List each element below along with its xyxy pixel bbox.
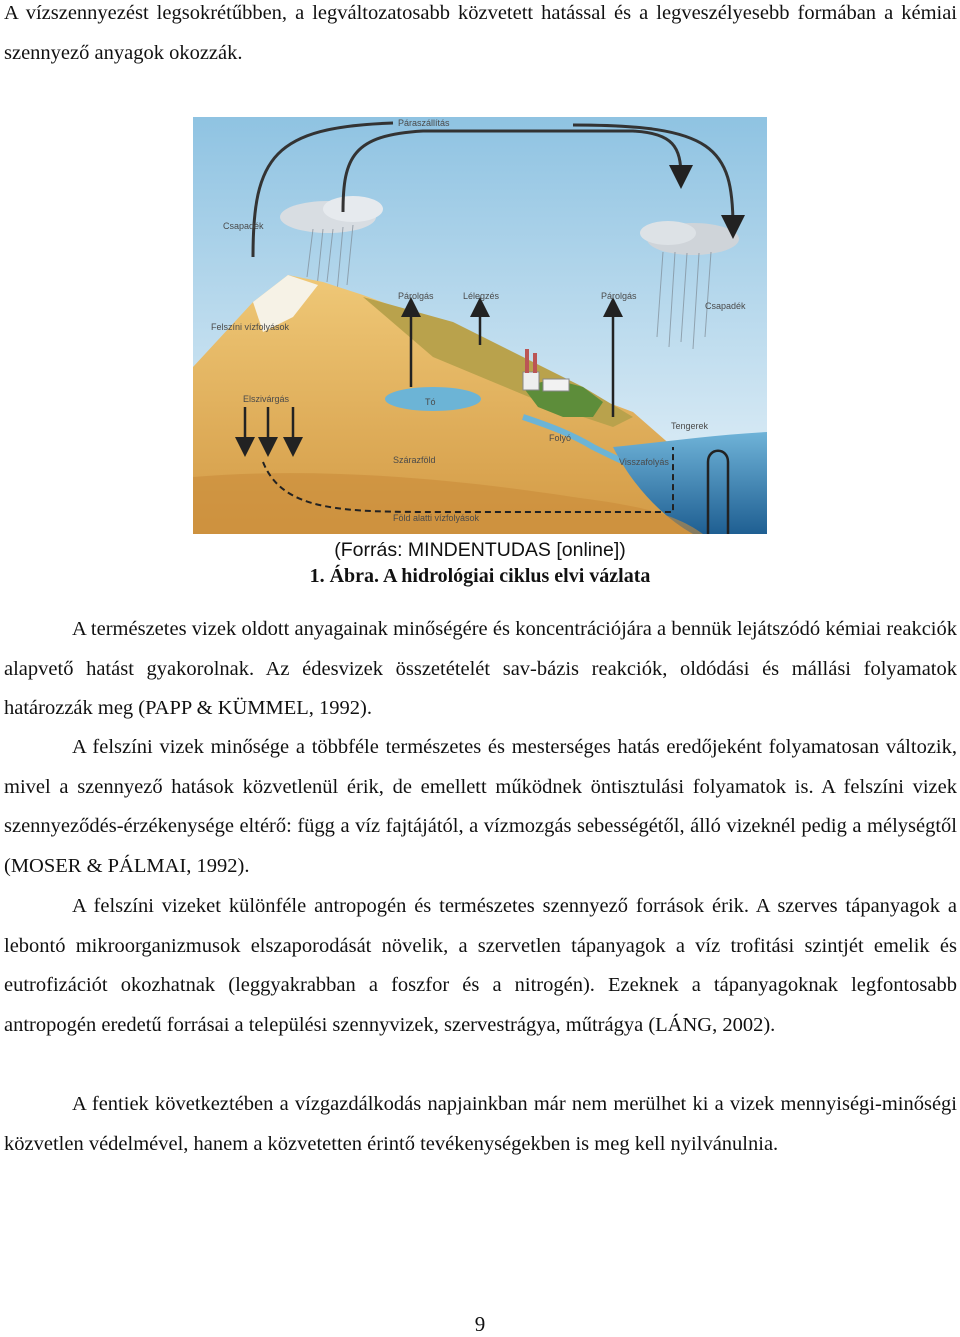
label-seas: Tengerek — [671, 421, 709, 431]
label-evaporation-left: Párolgás — [398, 291, 434, 301]
paragraph-3: A felszíni vizeket különféle antropogén és természetes szennyező források érik. A szerves tápanyagok a lebontó mikroorganizmusok elszaporodását növelik, a szervetlen tápanyagok a víz trofitási szintjét emelik és eutrofizációt okozhatnak (leggyakrabban a foszfor és a nitrogén). Ezeknek a tápanyagoknak legfontosabb antropogén eredetű forrásai a települési szennyvizek, szervestrágya, műtrágya (LÁNG, 2002). — [4, 895, 957, 1036]
factory — [523, 372, 539, 390]
figure-caption: 1. Ábra. A hidrológiai ciklus elvi vázlata — [309, 565, 651, 587]
paragraph-1: A természetes vizek oldott anyagainak minőségére és koncentrációjára a bennük lejátszódó kémiai reakciók alapvető hatást gyakorolnak. Az édesvizek összetételét sav-bázis reakciók, oldódási és mállási folyamatok határozzák meg (PAPP & KÜMMEL, 1992). — [4, 618, 957, 719]
label-precipitation-right: Csapadék — [705, 301, 746, 311]
page-number: 9 — [474, 1312, 486, 1336]
label-lake: Tó — [425, 397, 436, 407]
label-seepage: Elszivárgás — [243, 394, 290, 404]
figure-source: (Forrás: MINDENTUDAS [online]) — [334, 539, 626, 561]
label-return-flow: Visszafolyás — [619, 457, 669, 467]
label-groundwater: Föld alatti vízfolyások — [393, 513, 480, 523]
label-vapour-transport: Páraszállítás — [398, 118, 450, 128]
label-river: Folyó — [549, 433, 572, 443]
hydrological-cycle-figure — [193, 117, 767, 534]
label-surface-streams: Felszíni vízfolyások — [211, 322, 290, 332]
paragraph-4: A fentiek következtében a vízgazdálkodás napjainkban már nem merülhet ki a vizek mennyiségi-minőségi közvetlen védelmével, hanem a közvetetten érintő tevékenységekben is meg kell nyilvánulnia. — [4, 1093, 957, 1155]
hydrological-cycle-diagram — [193, 117, 767, 534]
intro-paragraph: A vízszennyezést legsokrétűbben, a legváltozatosabb közvetett hatással és a legveszélyesebb formában a kémiai szennyező anyagok okozzák. — [4, 2, 957, 64]
label-evaporation-right: Párolgás — [601, 291, 637, 301]
paragraph-2: A felszíni vizek minősége a többféle természetes és mesterséges hatás eredőjeként folyamatosan változik, mivel a szennyező hatások közvetlenül érik, de emellett működnek öntisztulási folyamatok is. A felszíni vizek szennyeződés-érzékenysége eltérő: függ a víz fajtájától, a vízmozgás sebességétől, álló vizeknél pedig a mélységtől (MOSER & PÁLMAI, 1992). — [4, 736, 957, 877]
label-breathing: Lélegzés — [463, 291, 500, 301]
label-land: Szárazföld — [393, 455, 436, 465]
label-precipitation-left: Csapadék — [223, 221, 264, 231]
